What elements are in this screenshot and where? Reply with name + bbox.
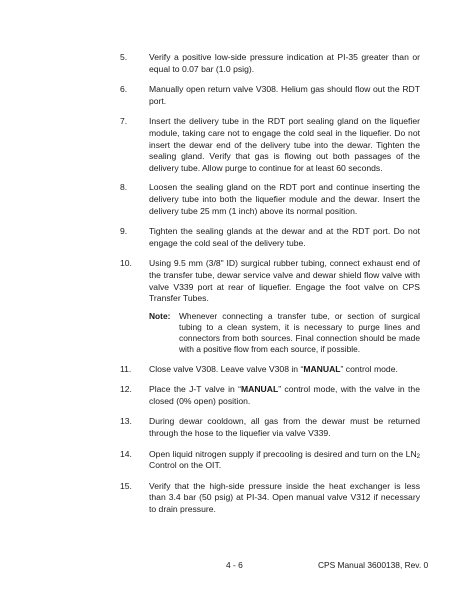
step-text: Loosen the sealing gland on the RDT port and continue inserting the delivery tube into both the liquefier module and the dewar. Insert the delivery tube 25 mm (1 inch) above its normal position. [149, 182, 420, 216]
step-number: 15. [120, 480, 132, 491]
step-text-part: Place the J-T valve in “ [149, 384, 241, 395]
note-label: Note: [149, 310, 171, 321]
step-text-part: Close valve V308. Leave valve V308 in “ [149, 363, 304, 374]
step-text-part: ” control mode, with the valve in the closed (0% open) position. [149, 384, 420, 406]
step-text [149, 384, 420, 407]
document-id: CPS Manual 3600138, Rev. 0 [318, 560, 429, 570]
step-text: Verify that the high-side pressure inside the heat exchanger is less than 3.4 bar (50 psig) at PI-34. Open manual valve V312 if necessary to drain pressure. [149, 480, 420, 515]
procedure-step-13 [120, 416, 420, 439]
step-text [149, 364, 420, 376]
procedure-step-8 [120, 182, 420, 217]
step-number: 10. [120, 258, 132, 269]
step-number: 9. [120, 226, 128, 237]
procedure-step-12 [120, 384, 420, 407]
procedure-step-14 [120, 449, 420, 472]
step-number: 6. [120, 84, 128, 95]
subscript: 2 [416, 453, 420, 460]
step-text: Using 9.5 mm (3/8" ID) surgical rubber tubing, connect exhaust end of the transfer tube, dewar service valve and dewar shield flow valve with valve V339 port at rear of liquefier. Engage the foot valve on CPS Transfer Tubes. [149, 258, 420, 304]
step-text [149, 449, 420, 472]
step-text: Tighten the sealing glands at the dewar and at the RDT port. Do not engage the cold seal of the delivery tube. [149, 226, 420, 248]
step-text-emphasis: MANUAL [303, 363, 341, 374]
procedure-steps [120, 52, 420, 516]
step-text: During dewar cooldown, all gas from the dewar must be returned through the hose to the liquefier via valve V339. [149, 416, 420, 439]
procedure-step-7 [120, 116, 420, 174]
step-number: 14. [120, 448, 132, 459]
procedure-step-15 [120, 481, 420, 516]
procedure-step-9 [120, 226, 420, 249]
step-number: 8. [120, 182, 128, 193]
note-block [149, 311, 420, 355]
step-text: Insert the delivery tube in the RDT port sealing gland on the liquefier module, taking care not to engage the cold seal in the liquefier. Do not insert the dewar end of the delivery tube into the dewar. Tighten the sealing gland. Verify that gas is flowing out both passages of the delivery tube. Allow purge to continue for at least 60 seconds. [149, 116, 420, 173]
step-text-emphasis: MANUAL [240, 384, 279, 395]
step-number: 13. [120, 416, 132, 427]
step-text-part: Control on the OIT. [149, 460, 222, 471]
page-number: 4 - 6 [226, 560, 243, 570]
step-number: 5. [120, 52, 128, 62]
step-text: Verify a positive low-side pressure indication at PI-35 greater than or equal to 0.07 bar (1.0 psig). [149, 52, 420, 74]
procedure-step-6 [120, 84, 420, 107]
step-text: Manually open return valve V308. Helium gas should flow out the RDT port. [149, 84, 420, 106]
step-text-part: ” control mode. [340, 363, 398, 374]
procedure-step-11 [120, 364, 420, 376]
step-number: 7. [120, 116, 128, 127]
procedure-step-5 [120, 52, 420, 75]
step-text-part: Open liquid nitrogen supply if precooling is desired and turn on the LN [149, 448, 417, 459]
step-number: 12. [120, 384, 132, 395]
step-number: 11. [120, 363, 132, 374]
note-text: Whenever connecting a transfer tube, or section of surgical tubing to a clean system, it is necessary to purge lines and connectors from both sources. Final connection should be made with a positive flow from each source, if possible. [179, 310, 420, 354]
procedure-step-10 [120, 258, 420, 304]
